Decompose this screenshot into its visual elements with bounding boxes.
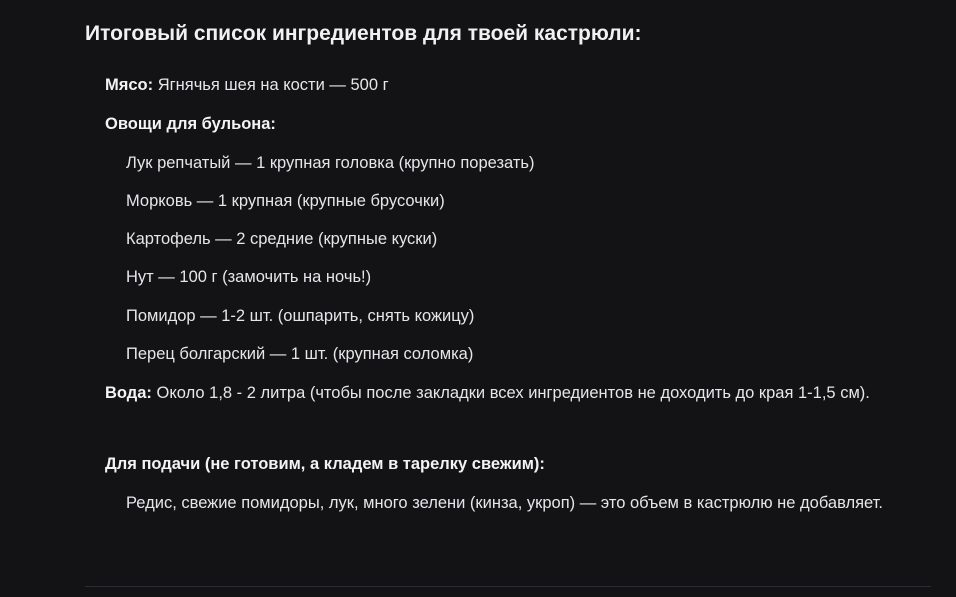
vegetables-heading <box>105 115 276 134</box>
serving-label: Для подачи (не готовим, а кладем в тарелку свежим): <box>105 455 545 473</box>
list-item: Помидор — 1-2 шт. (ошпарить, снять кожицу) <box>126 307 475 325</box>
meat-line <box>105 76 389 95</box>
serving-heading <box>105 455 545 474</box>
meat-text: Ягнячья шея на кости — 500 г <box>157 76 389 94</box>
list-item: Картофель — 2 средние (крупные куски) <box>126 230 438 248</box>
water-text: Около 1,8 - 2 литра (чтобы после закладки всех ингредиентов не доходить до края 1-1,5 см). <box>156 384 870 402</box>
vegetables-label: Овощи для бульона: <box>105 115 276 133</box>
ingredients-heading: Итоговый список ингредиентов для твоей кастрюли: <box>85 22 642 45</box>
water-line <box>105 378 915 409</box>
list-item: Лук репчатый — 1 крупная головка (крупно порезать) <box>126 154 535 172</box>
list-item: Перец болгарский — 1 шт. (крупная соломка) <box>126 345 474 363</box>
meat-label: Мясо: <box>105 76 154 94</box>
list-item: Морковь — 1 крупная (крупные брусочки) <box>126 192 445 210</box>
water-label: Вода: <box>105 384 152 402</box>
serving-text: Редис, свежие помидоры, лук, много зелени (кинза, укроп) — это объем в кастрюлю не добавляет. <box>126 494 883 512</box>
list-item: Нут — 100 г (замочить на ночь!) <box>126 268 372 286</box>
divider <box>85 586 931 587</box>
